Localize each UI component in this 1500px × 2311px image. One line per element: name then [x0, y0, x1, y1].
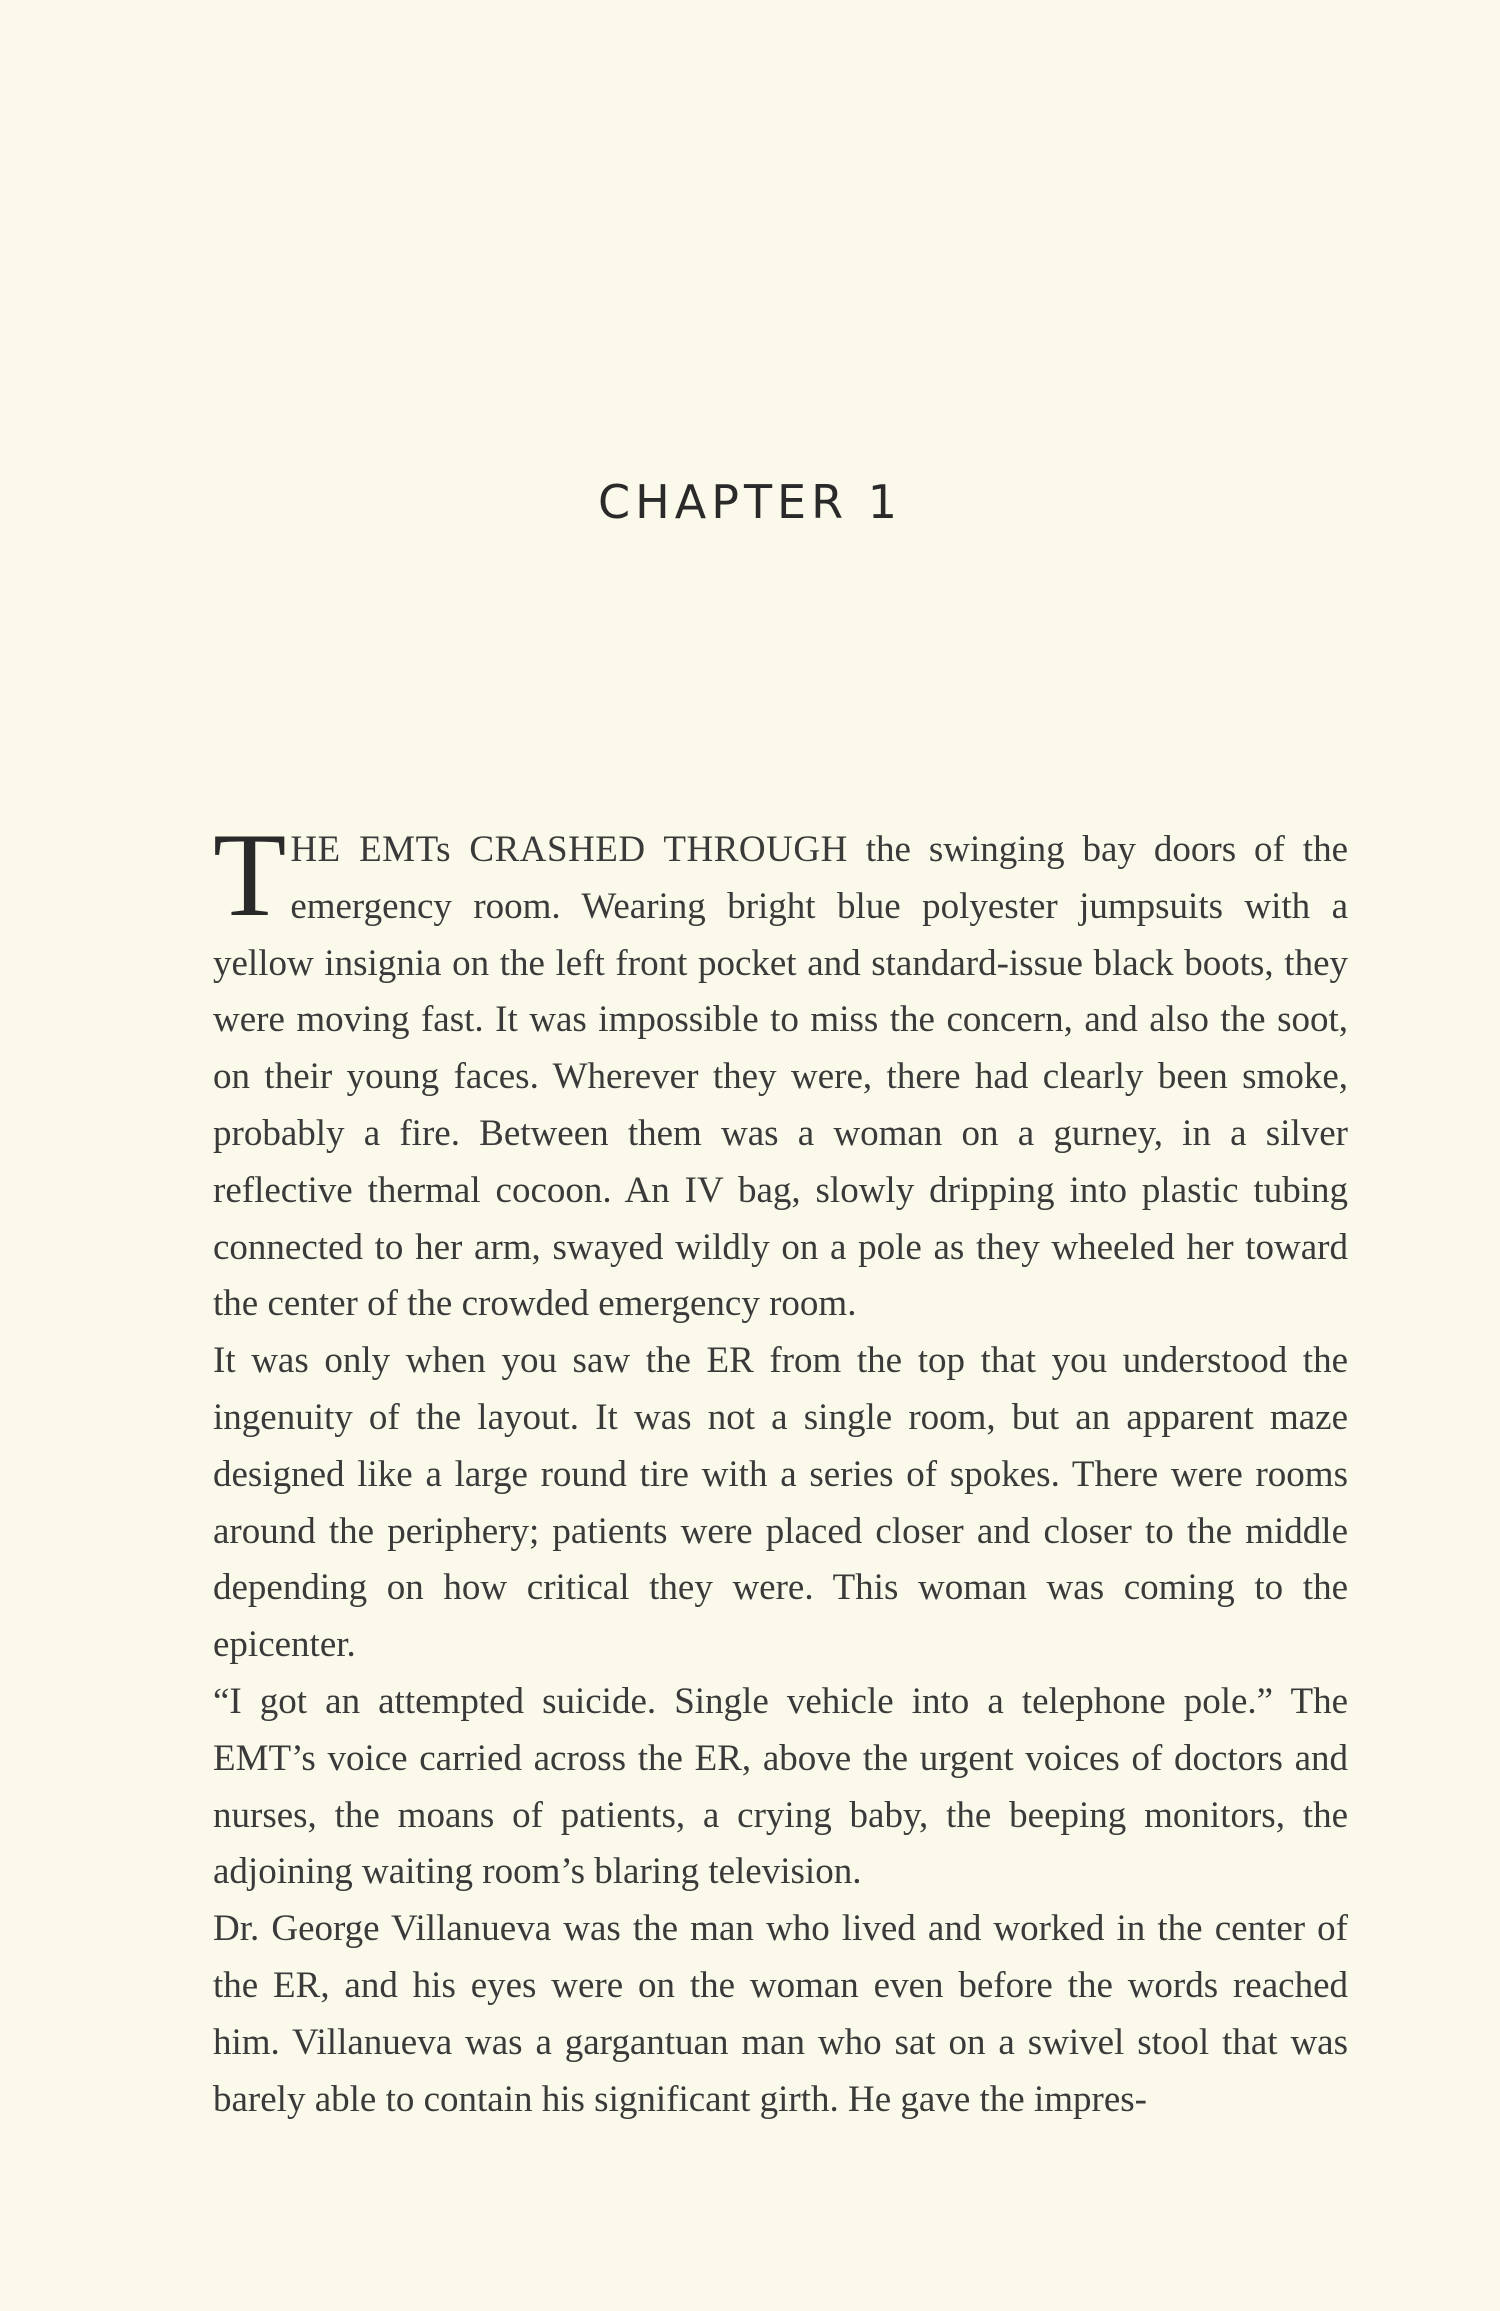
opening-small-caps: HE EMTs CRASHED THROUGH [290, 829, 848, 870]
paragraph-1 [213, 808, 1348, 1333]
paragraph-2: It was only when you saw the ER from the top that you understood the ingenuity of the layout. It was not a single room, but an apparent maze designed like a large round tire with a series of spokes. There were rooms around the periphery; patients were placed closer and closer to the middle depending on how critical they were. This woman was coming to the epicenter. [213, 1340, 1348, 1666]
paragraph-1-text: the swinging bay doors of the emergency room. Wearing bright blue polyester jumpsuits with a yellow insignia on the left front pocket and standard-issue black boots, they were moving fast. It was impossible to miss the concern, and also the soot, on their young faces. Wherever they were, there had clearly been smoke, probably a fire. Between them was a woman on a gurney, in a silver reflective thermal cocoon. An IV bag, slowly dripping into plastic tubing connected to her arm, swayed wildly on a pole as they wheeled her toward the center of the crowded emergency room. [213, 829, 1348, 1325]
paragraph-4: Dr. George Villanueva was the man who lived and worked in the center of the ER, and his eyes were on the woman even before the words reached him. Villanueva was a gargantuan man who sat on a swivel stool that was barely able to contain his significant girth. He gave the impres- [213, 1908, 1348, 2120]
paragraph-3: “I got an attempted suicide. Single vehicle into a telephone pole.” The EMT’s voice carried across the ER, above the urgent voices of doctors and nurses, the moans of patients, a crying baby, the beeping monitors, the adjoining waiting room’s blaring television. [213, 1680, 1348, 1893]
chapter-body [213, 808, 1348, 2128]
chapter-heading: CHAPTER 1 [598, 475, 902, 529]
drop-cap: T [213, 808, 287, 941]
